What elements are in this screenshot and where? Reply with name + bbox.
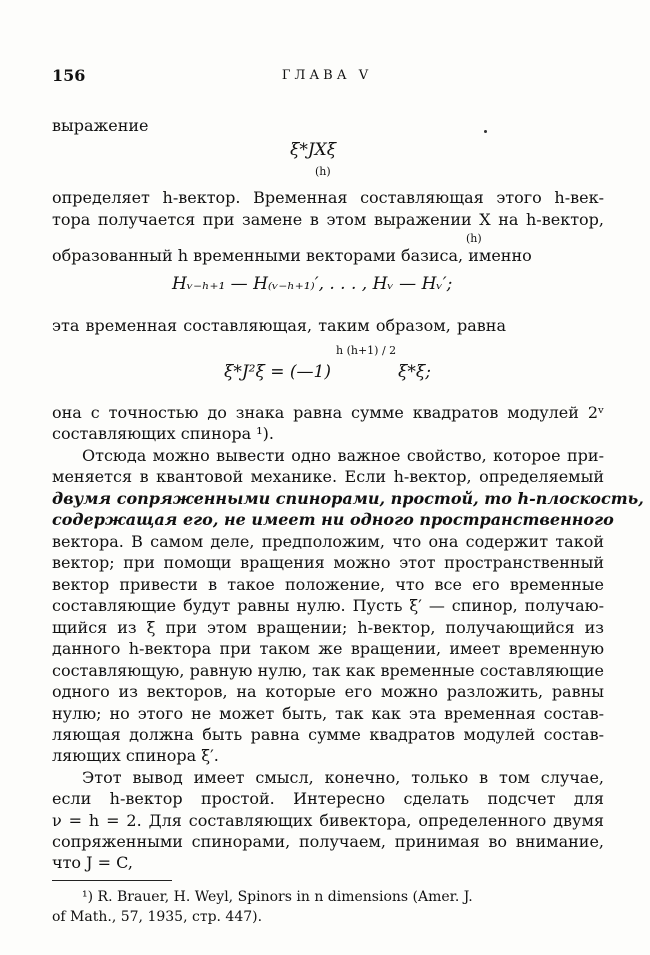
text-line-2: определяет h-вектор. Временная составляющая этого h-век-: [52, 188, 604, 207]
text-line-26: сопряженными спинорами, получаем, принимая во внимание,: [52, 832, 604, 851]
text-line-17: данного h-вектора при таком же вращении, имеет временную: [52, 639, 604, 658]
formula-1-subscript: (h): [315, 165, 331, 178]
text-line-24: если h-вектор простой. Интересно сделать подсчет для: [52, 789, 604, 808]
text-line-11: содержащая его, не имеет ни одного пространственного: [52, 510, 614, 529]
text-line-4: образованный h временными векторами базиса, именно: [52, 246, 532, 265]
text-line-10: двумя сопряженными спинорами, простой, то h-плоскость,: [52, 489, 644, 508]
text-line-18: составляющую, равную нулю, так как временные составляющие: [52, 661, 604, 680]
text-line-23: Этот вывод имеет смысл, конечно, только в том случае,: [82, 768, 604, 787]
formula-1: ξ*JXξ: [290, 140, 337, 160]
text-line-3: тора получается при замене в этом выражении X на h-вектор,: [52, 210, 604, 229]
formula-subscript-h: (h): [466, 232, 482, 245]
text-line-15: составляющие будут равны нулю. Пусть ξ′ — спинор, получаю-: [52, 596, 604, 615]
footnote-rule: [52, 880, 172, 881]
text-line-22: ляющих спинора ξ′.: [52, 746, 219, 765]
text-line-21: ляющая должна быть равна сумме квадратов модулей состав-: [52, 725, 604, 744]
formula-3-left: ξ*J²ξ = (—1): [224, 362, 331, 382]
footnote-line-1: ¹) R. Brauer, H. Weyl, Spinors in n dimensions (Amer. J.: [82, 889, 473, 905]
text-line-19: одного из векторов, на которые его можно разложить, равны: [52, 682, 604, 701]
formula-2: Hᵥ₋ₕ₊₁ — H₍ᵥ₋ₕ₊₁₎′, . . . , Hᵥ — Hᵥ′;: [172, 274, 453, 294]
text-line-1: выражение: [52, 116, 149, 135]
page-number: 156: [52, 66, 86, 85]
text-line-12: вектора. В самом деле, предположим, что она содержит такой: [52, 532, 604, 551]
running-header: [52, 66, 602, 88]
text-line-8: Отсюда можно вывести одно важное свойство, которое при-: [82, 446, 604, 465]
text-line-27: что J = C,: [52, 853, 133, 872]
text-line-16: щийся из ξ при этом вращении; h-вектор, получающийся из: [52, 618, 604, 637]
formula-3-right: ξ*ξ;: [398, 362, 431, 382]
text-line-25: ν = h = 2. Для составляющих бивектора, определенного двумя: [52, 811, 604, 830]
text-line-20: нулю; но этого не может быть, так как эта временная состав-: [52, 704, 604, 723]
footnote-line-2: of Math., 57, 1935, стр. 447).: [52, 909, 263, 925]
chapter-title: ГЛАВА V: [281, 68, 373, 83]
text-line-13: вектор; при помощи вращения можно этот пространственный: [52, 553, 604, 572]
text-line-6: она с точностью до знака равна сумме квадратов модулей 2ᵛ: [52, 403, 604, 422]
text-line-9: меняется в квантовой механике. Если h-вектор, определяемый: [52, 467, 604, 486]
speck-mark: [484, 130, 487, 133]
formula-3-exponent: h (h+1) / 2: [336, 344, 397, 357]
text-line-5: эта временная составляющая, таким образом, равна: [52, 316, 506, 335]
text-line-7: составляющих спинора ¹).: [52, 424, 274, 443]
text-line-14: вектор привести в такое положение, что все его временные: [52, 575, 604, 594]
